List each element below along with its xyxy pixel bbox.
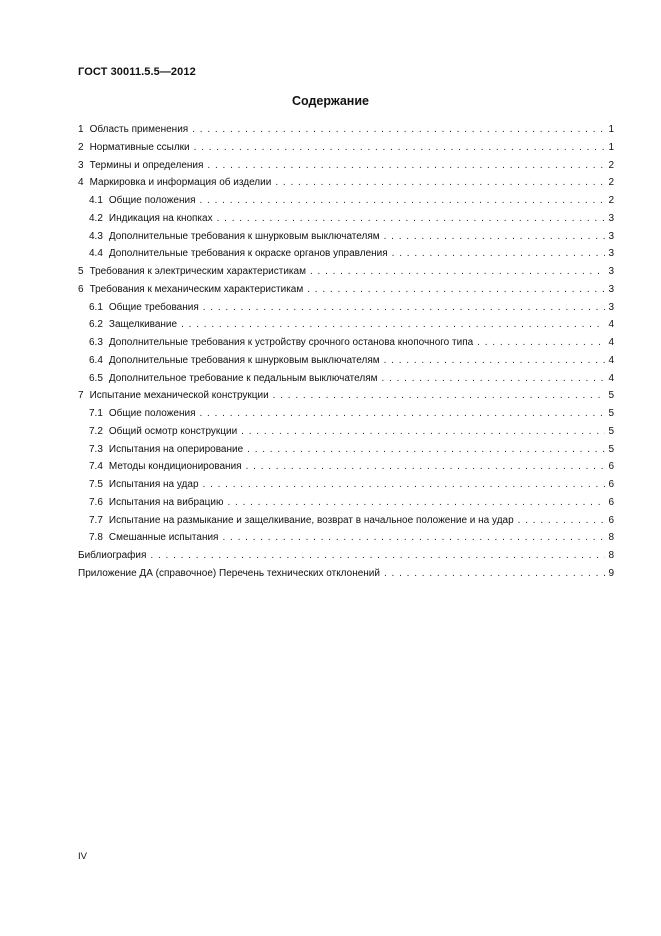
toc-entry-label: Библиография xyxy=(78,550,147,561)
toc-entry-number: 4.3 xyxy=(89,230,103,242)
toc-entry-page: 2 xyxy=(608,159,614,171)
toc-entry-number: 7.8 xyxy=(89,532,103,544)
toc-entry-label: Общие положения xyxy=(108,195,196,206)
toc-entry[interactable] xyxy=(78,334,614,352)
toc-entry-label: Дополнительные требования к шнурковым выключателям xyxy=(108,230,380,242)
toc-entry-number: 7.6 xyxy=(89,496,103,508)
toc-entry-number: 7 xyxy=(78,390,84,402)
toc-dot-leader xyxy=(307,281,605,299)
toc-entry-page: 3 xyxy=(608,230,614,242)
toc-entry-page: 6 xyxy=(608,496,614,508)
toc-entry[interactable] xyxy=(78,316,614,334)
toc-entry-label: Дополнительные требования к окраске органов управления xyxy=(108,248,388,260)
toc-entry[interactable] xyxy=(78,476,614,494)
toc-entry-number: 7.3 xyxy=(89,443,103,455)
toc-entry[interactable] xyxy=(78,121,614,139)
toc-entry-label: Общие требования xyxy=(108,301,199,313)
toc-entry-number: 7.2 xyxy=(89,425,103,437)
toc-entry-label: Дополнительное требование к педальным выключателям xyxy=(108,372,378,384)
toc-entry-page: 6 xyxy=(608,461,614,473)
toc-dot-leader xyxy=(203,299,605,317)
toc-entry[interactable] xyxy=(78,245,614,263)
toc-dot-leader xyxy=(382,370,606,388)
toc-entry[interactable] xyxy=(78,174,614,192)
toc-entry-page: 5 xyxy=(608,408,614,419)
toc-entry-page: 2 xyxy=(608,177,614,189)
toc-entry-page: 5 xyxy=(608,390,614,402)
toc-entry-number: 1 xyxy=(78,124,84,135)
toc-entry-page: 3 xyxy=(608,248,614,260)
toc-entry-label: Испытания на удар xyxy=(108,479,199,490)
toc-entry-label: Приложение ДА (справочное) Перечень технических отклонений xyxy=(78,567,380,579)
toc-entry-number: 6.4 xyxy=(89,354,103,366)
toc-entry[interactable] xyxy=(78,494,614,512)
toc-entry-number: 6.2 xyxy=(89,319,103,331)
toc-entry-page: 8 xyxy=(608,532,614,544)
toc-entry[interactable] xyxy=(78,370,614,388)
toc-dot-leader xyxy=(275,174,605,192)
toc-entry[interactable] xyxy=(78,423,614,441)
toc-entry-number: 6 xyxy=(78,283,84,295)
toc-entry[interactable] xyxy=(78,441,614,459)
toc-entry-page: 3 xyxy=(608,283,614,295)
toc-entry[interactable] xyxy=(78,157,614,175)
toc-entry[interactable] xyxy=(78,139,614,157)
toc-entry[interactable] xyxy=(78,228,614,246)
toc-entry-page: 2 xyxy=(608,195,614,206)
toc-entry[interactable] xyxy=(78,529,614,547)
toc-entry-label: Методы кондиционирования xyxy=(108,461,242,473)
toc-dot-leader xyxy=(227,494,605,512)
toc-entry-number: 6.5 xyxy=(89,372,103,384)
toc-entry-label: Общие положения xyxy=(108,408,196,419)
toc-dot-leader xyxy=(392,245,605,263)
page-number: IV xyxy=(78,851,87,862)
toc-entry-page: 6 xyxy=(608,514,614,526)
toc-entry-page: 3 xyxy=(608,301,614,313)
toc-entry-label: Испытание на размыкание и защелкивание, возврат в начальное положение и на удар xyxy=(108,514,514,526)
toc-entry-number: 4 xyxy=(78,177,84,189)
toc-entry-number: 5 xyxy=(78,266,84,277)
toc-dot-leader xyxy=(200,405,606,423)
toc-entry[interactable] xyxy=(78,263,614,281)
toc-entry-number: 4.4 xyxy=(89,248,103,260)
toc-dot-leader xyxy=(192,121,605,139)
toc-entry-number: 7.7 xyxy=(89,514,103,526)
toc-entry-label: Дополнительные требования к шнурковым выключателям xyxy=(108,354,380,366)
toc-entry-label: Область применения xyxy=(89,124,189,135)
toc-dot-leader xyxy=(222,529,605,547)
toc-entry[interactable] xyxy=(78,547,614,565)
toc-entry-number: 6.1 xyxy=(89,301,103,313)
toc-entry-label: Испытания на вибрацию xyxy=(108,496,224,508)
toc-dot-leader xyxy=(310,263,605,281)
toc-title: Содержание xyxy=(291,94,369,108)
toc-entry-page: 4 xyxy=(608,354,614,366)
toc-entry-number: 7.5 xyxy=(89,479,103,490)
toc-entry-label: Маркировка и информация об изделии xyxy=(89,177,272,189)
toc-dot-leader xyxy=(203,476,605,494)
toc-dot-leader xyxy=(247,441,605,459)
toc-entry-label: Испытания на оперирование xyxy=(108,443,244,455)
toc-dot-leader xyxy=(384,565,605,583)
toc-dot-leader xyxy=(217,210,605,228)
toc-entry-label: Смешанные испытания xyxy=(108,532,219,544)
toc-entry-label: Общий осмотр конструкции xyxy=(108,425,238,437)
toc-entry-page: 1 xyxy=(608,124,614,135)
toc-entry-label: Нормативные ссылки xyxy=(89,141,190,153)
toc-entry[interactable] xyxy=(78,458,614,476)
toc-entry-number: 3 xyxy=(78,159,84,171)
toc-entry-page: 6 xyxy=(608,479,614,490)
toc-entry-number: 6.3 xyxy=(89,337,103,348)
toc-entry-page: 5 xyxy=(608,425,614,437)
toc-dot-leader xyxy=(246,458,605,476)
toc-entry-number: 4.1 xyxy=(89,195,103,206)
toc-dot-leader xyxy=(273,387,605,405)
toc-dot-leader xyxy=(200,192,606,210)
document-code: ГОСТ 30011.5.5—2012 xyxy=(78,66,196,78)
toc-dot-leader xyxy=(194,139,605,157)
toc-entry-page: 3 xyxy=(608,266,614,277)
toc-entry[interactable] xyxy=(78,387,614,405)
toc-entry-label: Индикация на кнопках xyxy=(108,212,213,224)
toc-entry[interactable] xyxy=(78,352,614,370)
table-of-contents xyxy=(78,121,614,583)
toc-dot-leader xyxy=(384,228,605,246)
toc-entry-number: 7.1 xyxy=(89,408,103,419)
toc-entry[interactable] xyxy=(78,565,614,583)
toc-entry-page: 5 xyxy=(608,443,614,455)
toc-dot-leader xyxy=(181,316,605,334)
toc-entry-page: 4 xyxy=(608,319,614,331)
toc-dot-leader xyxy=(241,423,605,441)
toc-entry-label: Дополнительные требования к устройству срочного останова кнопочного типа xyxy=(108,337,474,348)
toc-dot-leader xyxy=(518,512,605,530)
toc-entry[interactable] xyxy=(78,299,614,317)
toc-dot-leader xyxy=(150,547,605,565)
toc-entry[interactable] xyxy=(78,192,614,210)
toc-entry-number: 7.4 xyxy=(89,461,103,473)
toc-entry-label: Требования к электрическим характеристикам xyxy=(89,266,306,277)
toc-entry-number: 4.2 xyxy=(89,212,103,224)
toc-entry-number: 2 xyxy=(78,141,84,153)
toc-entry-page: 4 xyxy=(608,337,614,348)
toc-dot-leader xyxy=(384,352,605,370)
toc-dot-leader xyxy=(477,334,605,352)
toc-entry-page: 3 xyxy=(608,212,614,224)
toc-entry[interactable] xyxy=(78,405,614,423)
toc-entry-label: Требования к механическим характеристикам xyxy=(89,283,304,295)
toc-dot-leader xyxy=(207,157,605,175)
toc-entry[interactable] xyxy=(78,210,614,228)
toc-entry-label: Защелкивание xyxy=(108,319,178,331)
toc-entry[interactable] xyxy=(78,512,614,530)
toc-entry-page: 9 xyxy=(608,567,614,579)
toc-entry-label: Испытание механической конструкции xyxy=(89,390,269,402)
toc-entry-page: 8 xyxy=(608,550,614,561)
toc-entry[interactable] xyxy=(78,281,614,299)
toc-entry-page: 1 xyxy=(608,141,614,153)
toc-entry-label: Термины и определения xyxy=(89,159,204,171)
toc-entry-page: 4 xyxy=(608,372,614,384)
